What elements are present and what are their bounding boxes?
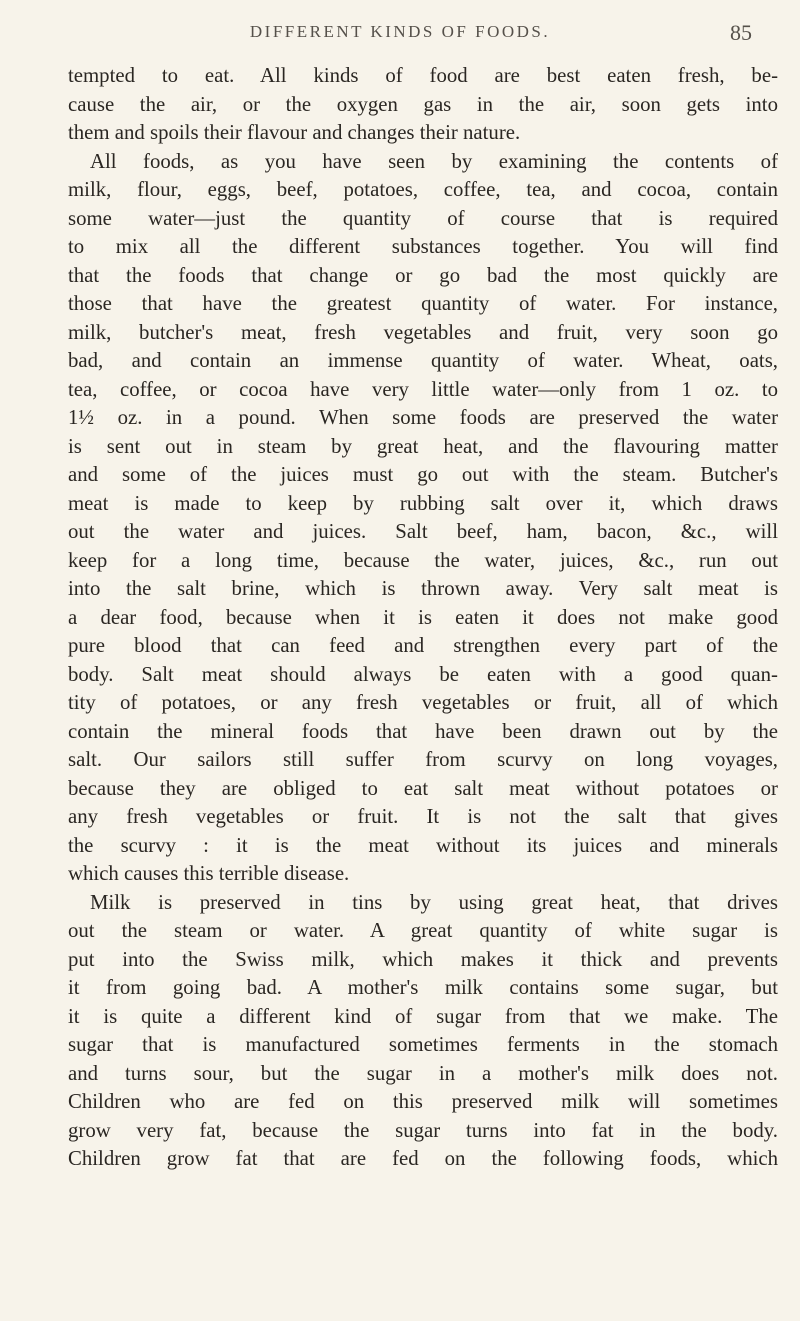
text-line: into the salt brine, which is thrown away. Very salt meat is [68,577,778,600]
text-line: salt. Our sailors still suffer from scurvy on long voyages, [68,748,778,771]
text-line: and some of the juices must go out with the steam. Butcher's [68,463,778,486]
text-line: is sent out in steam by great heat, and the flavouring matter [68,434,778,458]
text-line: those that have the greatest quantity of water. For instance, [68,292,778,315]
text-line: to mix all the different substances together. You will find [68,235,778,258]
text-line: which causes this terrible disease. [68,862,350,885]
chapter-title: DIFFERENT KINDS OF FOODS. [249,22,551,41]
text-line: contain the mineral foods that have been drawn out by the [68,719,778,743]
text-line: that the foods that change or go bad the most quickly are [68,263,778,287]
text-line: bad, and contain an immense quantity of water. Wheat, oats, [68,349,778,372]
text-line: out the steam or water. A great quantity of white sugar is [68,919,778,942]
text-line: body. Salt meat should always be eaten with a good quan- [68,662,778,686]
text-line: it is quite a different kind of sugar from that we make. The [68,1004,778,1028]
text-line: because they are obliged to eat salt meat without potatoes or [68,776,778,800]
text-line: Children who are fed on this preserved milk will sometimes [68,1090,778,1113]
text-line: some water—just the quantity of course that is required [68,206,778,230]
text-line: grow very fat, because the sugar turns into fat in the body. [68,1118,778,1142]
text-line: cause the air, or the oxygen gas in the air, soon gets into [68,92,778,116]
text-line: 1½ oz. in a pound. When some foods are preserved the water [68,406,778,429]
page-number: 85 [730,20,752,45]
text-line: it from going bad. A mother's milk contains some sugar, but [68,976,778,999]
text-line: tempted to eat. All kinds of food are best eaten fresh, be- [68,64,778,87]
text-line: put into the Swiss milk, which makes it thick and prevents [68,947,778,971]
text-line: out the water and juices. Salt beef, ham, bacon, &c., will [68,520,778,543]
text-line: milk, flour, eggs, beef, potatoes, coffee, tea, and cocoa, contain [68,178,778,201]
text-line: milk, butcher's meat, fresh vegetables and fruit, very soon go [68,320,778,344]
text-line: tity of potatoes, or any fresh vegetables or fruit, all of which [68,691,778,714]
text-line: pure blood that can feed and strengthen every part of the [68,634,778,657]
text-line: the scurvy : it is the meat without its juices and minerals [68,833,778,857]
text-line: and turns sour, but the sugar in a mother's milk does not. [68,1061,778,1085]
text-line: sugar that is manufactured sometimes ferments in the stomach [68,1033,778,1056]
running-header [40,20,760,52]
text-line: keep for a long time, because the water, juices, &c., run out [68,548,778,572]
text-line: any fresh vegetables or fruit. It is not the salt that gives [68,805,778,828]
text-line: Milk is preserved in tins by using great heat, that drives [90,890,778,914]
text-line: them and spoils their flavour and changes their nature. [68,121,521,144]
text-line: All foods, as you have seen by examining the contents of [90,149,778,173]
body-text [68,62,778,1174]
text-line: tea, coffee, or cocoa have very little water—only from 1 oz. to [68,377,778,401]
text-line: Children grow fat that are fed on the following foods, which [68,1147,778,1170]
text-line: a dear food, because when it is eaten it does not make good [68,605,778,629]
text-line: meat is made to keep by rubbing salt over it, which draws [68,491,778,515]
